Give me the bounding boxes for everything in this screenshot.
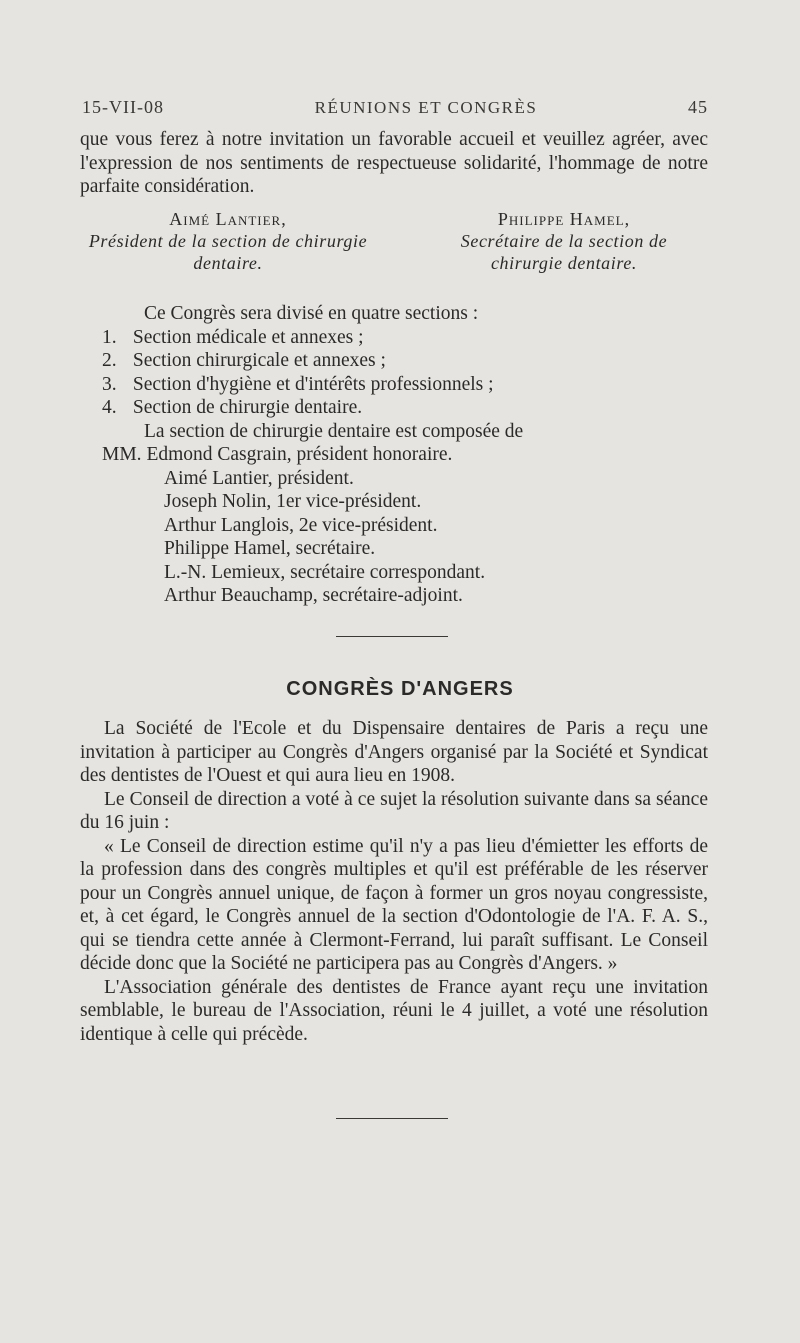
section-item [80,396,708,420]
angers-text [80,717,708,1046]
member-entry: Arthur Langlois, 2e vice-président. [164,514,438,536]
divider-rule-bottom [336,1118,448,1119]
signature-left [78,208,378,274]
angers-paragraph: « Le Conseil de direction estime qu'il n'y a pas lieu d'émietter les efforts de la profession dans des congrès multiples et qu'il est préférable de les réserver pour un Congrès annuel unique, de façon à former un gros noyau congressiste, et, à cet égard, le Congrès annuel de la section d'Odontologie de l'A. F. A. S., qui se tiendra cette année à Clermont-Ferrand, lui paraît suffisant. Le Conseil décide donc que la Société ne participera pas au Congrès d'Angers. » [80,835,708,974]
intro-paragraph: que vous ferez à notre invitation un favorable accueil et veuillez agréer, avec l'expression de nos sentiments de respectueuse solidarité, l'hommage de notre parfaite considération. [80,129,708,197]
section-text: Section médicale et annexes ; [132,326,364,348]
signature-right [414,208,714,274]
section-title-angers: CONGRÈS D'ANGERS [286,678,514,700]
section-text: Section de chirurgie dentaire. [132,397,363,418]
sections-intro: Ce Congrès sera divisé en quatre sections : [144,303,479,324]
signature-right-role-1: Secrétaire de la section de [460,231,668,251]
section-number: 1. [102,326,117,348]
composition-intro: La section de chirurgie dentaire est composée de [144,420,524,442]
sections-list [80,302,708,608]
member-entry: Arthur Beauchamp, secrétaire-adjoint. [164,585,463,606]
section-text: Section d'hygiène et d'intérêts professionnels ; [132,373,494,395]
section-number: 2. [102,350,117,371]
section-item [80,373,708,397]
header-page-number: 45 [688,97,708,117]
member-entry: Edmond Casgrain, président honoraire. [146,444,453,465]
intro-text [80,128,708,199]
section-number: 3. [102,373,117,395]
signature-block [80,208,708,274]
angers-paragraph: L'Association générale des dentistes de France ayant reçu une invitation semblable, le bureau de l'Association, réuni le 4 juillet, a voté une résolution identique à celle qui précède. [80,976,708,1045]
signature-left-role-2: dentaire. [193,253,263,273]
section-number: 4. [102,397,117,418]
signature-left-name: Aimé Lantier, [169,209,287,229]
section-item [80,326,708,350]
header-running-title: RÉUNIONS ET CONGRÈS [314,98,538,117]
member-line-first [80,443,708,467]
angers-paragraph: Le Conseil de direction a voté à ce sujet la résolution suivante dans sa séance du 16 juin : [80,788,708,833]
signature-right-role-2: chirurgie dentaire. [490,253,638,273]
section-item [80,349,708,373]
member-entry: Joseph Nolin, 1er vice-président. [164,491,422,512]
running-header [82,97,708,118]
signature-left-role-1: Président de la section de chirurgie [88,231,368,251]
signature-right-name: Philippe Hamel, [497,209,631,229]
angers-paragraph: La Société de l'Ecole et du Dispensaire dentaires de Paris a reçu une invitation à participer au Congrès d'Angers organisé par la Société et Syndicat des dentistes de l'Ouest et qui aura lieu en 1908. [80,718,708,786]
members-prefix: MM. [102,444,142,465]
member-entry: Aimé Lantier, président. [164,467,354,489]
divider-rule [336,636,448,637]
member-entry: Philippe Hamel, secrétaire. [164,538,376,559]
header-date: 15-VII-08 [82,97,164,117]
member-entry: L.-N. Lemieux, secrétaire correspondant. [164,561,486,583]
section-text: Section chirurgicale et annexes ; [132,350,386,371]
